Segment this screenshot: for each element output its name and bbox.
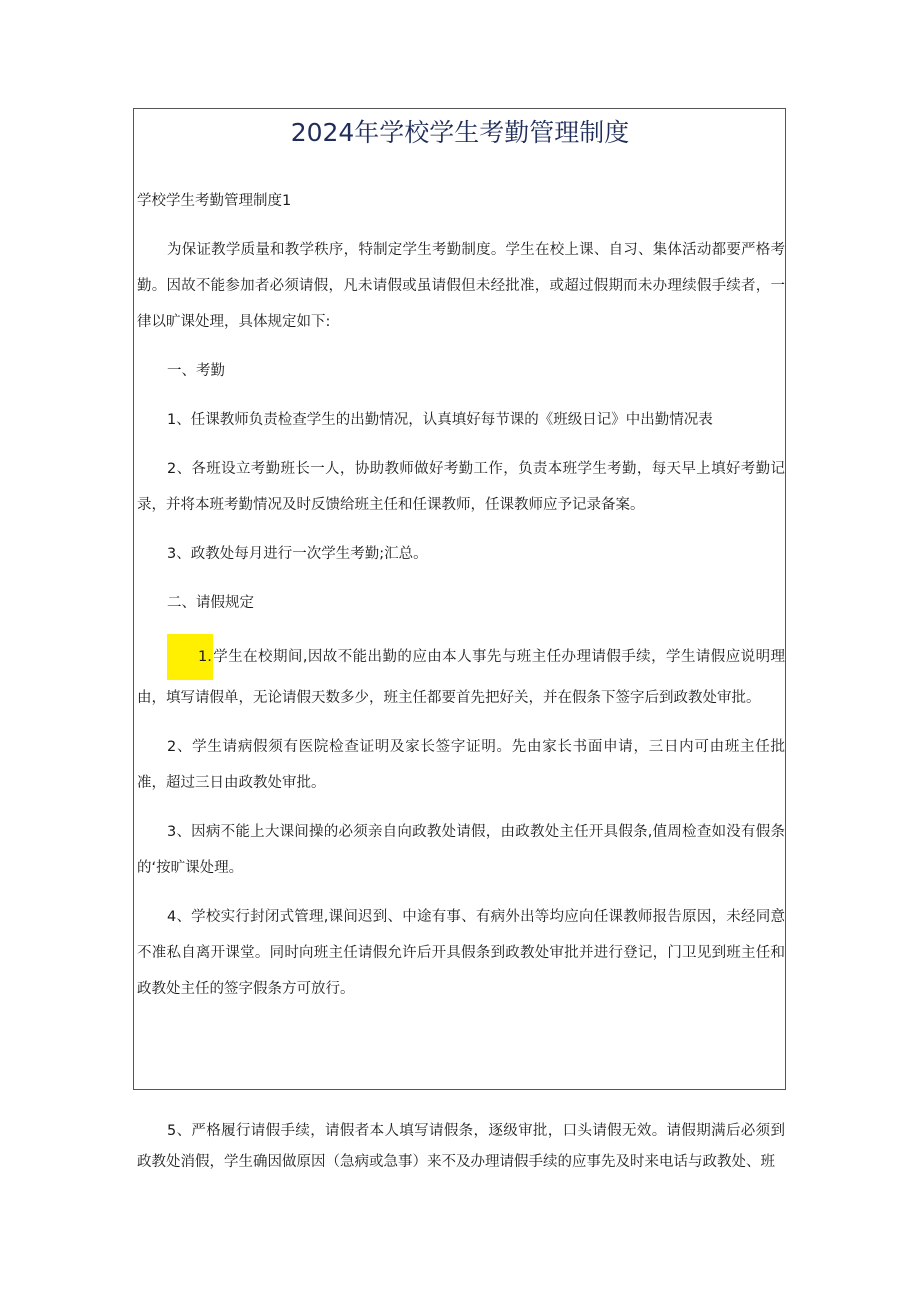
leave-item-2: 2、学生请病假须有医院检查证明及家长签字证明。先由家长书面申请，三日内可由班主任批准，超过三日由政教处审批。	[137, 739, 785, 791]
highlighted-marker: 1.	[167, 634, 213, 680]
continued-body	[137, 1116, 785, 1178]
section-heading: 学校学生考勤管理制度1	[137, 193, 292, 209]
document-title: 2024年学校学生考勤管理制度	[290, 118, 630, 147]
leave-item-5: 5、严格履行请假手续，请假者本人填写请假条，逐级审批，口头请假无效。请假期满后必须到政教处消假，学生确因做原因（急病或急事）来不及办理请假手续的应事先及时来电话与政教处、班	[137, 1123, 785, 1170]
intro-paragraph: 为保证教学质量和教学秩序，特制定学生考勤制度。学生在校上课、自习、集体活动都要严格考勤。因故不能参加者必须请假，凡未请假或虽请假但未经批准，或超过假期而未办理续假手续者，一律以旷课处理，具体规定如下:	[137, 242, 785, 330]
leave-item-3: 3、因病不能上大课间操的必须亲自向政教处请假，由政教处主任开具假条,值周检查如没有假条的‘按旷课处理。	[137, 824, 785, 876]
leave-item-1-text: 学生在校期间,因故不能出勤的应由本人事先与班主任办理请假手续，学生请假应说明理由，填写请假单，无论请假天数多少，班主任都要首先把好关，并在假条下签字后到政教处审批。	[137, 649, 785, 706]
heading-leave-rules: 二、请假规定	[167, 595, 254, 611]
attendance-item-1: 1、任课教师负责检查学生的出勤情况，认真填好每节课的《班级日记》中出勤情况表	[167, 412, 713, 428]
leave-item-1	[137, 634, 785, 716]
attendance-item-3: 3、政教处每月进行一次学生考勤;汇总。	[167, 546, 428, 562]
heading-attendance: 一、考勤	[167, 363, 225, 379]
leave-item-4: 4、学校实行封闭式管理,课间迟到、中途有事、有病外出等均应向任课教师报告原因，未经同意不准私自离开课堂。同时向班主任请假允许后开具假条到政教处审批并进行登记，门卫见到班主任和政教处主任的签字假条方可放行。	[137, 909, 785, 997]
document-body	[137, 183, 785, 1020]
attendance-item-2: 2、各班设立考勤班长一人，协助教师做好考勤工作，负责本班学生考勤，每天早上填好考勤记录，并将本班考勤情况及时反馈给班主任和任课教师，任课教师应予记录备案。	[137, 461, 785, 513]
